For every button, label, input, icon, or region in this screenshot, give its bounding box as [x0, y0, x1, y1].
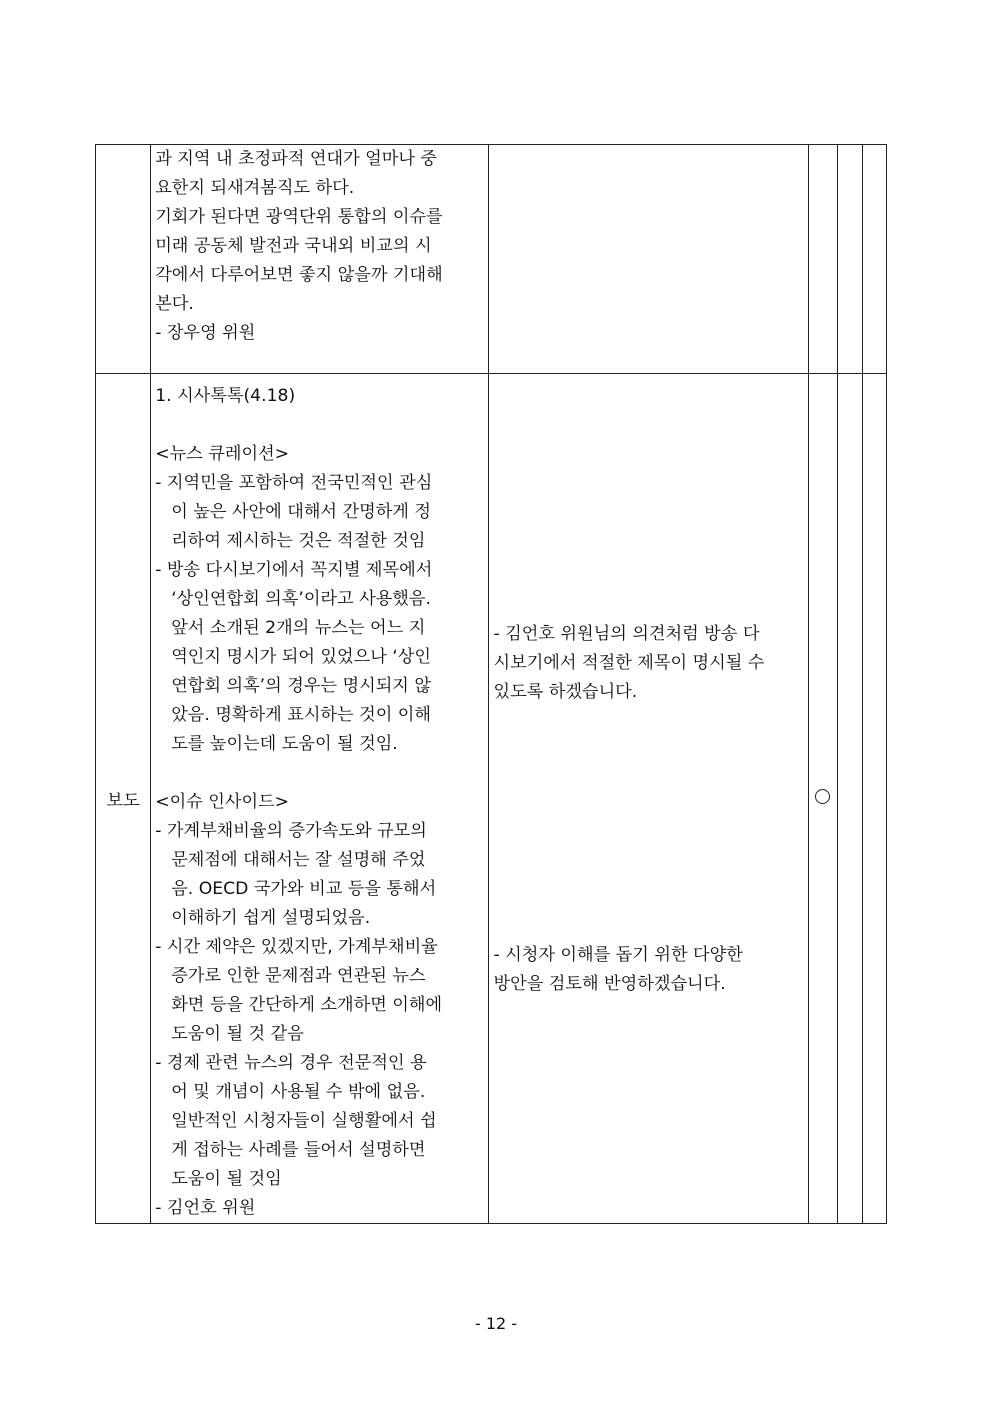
opinion-line: 일반적인 시청자들이 실행활에서 쉽	[171, 1111, 437, 1131]
opinion-line: 요한지 되새겨봄직도 하다.	[155, 178, 355, 198]
mark-cell	[808, 145, 837, 374]
extra-cell	[862, 374, 886, 1224]
response-cell	[489, 145, 808, 374]
extra-cell	[862, 145, 886, 374]
response-line: - 시청자 이해를 돕기 위한 다양한	[493, 945, 743, 965]
category-cell: 보도	[96, 374, 151, 1224]
blank-line	[155, 411, 486, 440]
opinion-line: 앞서 소개된 2개의 뉴스는 어느 지	[171, 618, 426, 638]
table-row	[96, 145, 887, 374]
opinion-line: <뉴스 큐레이션>	[155, 444, 290, 464]
table-row	[96, 374, 887, 1224]
blank-line	[155, 759, 486, 788]
opinion-cell	[151, 145, 489, 374]
opinion-line: 연합회 의혹’의 경우는 명시되지 않	[171, 676, 431, 696]
opinion-line: 리하여 제시하는 것은 적절한 것임	[171, 531, 426, 551]
opinion-line: - 지역민을 포함하여 전국민적인 관심	[155, 473, 433, 493]
opinion-line: <이슈 인사이드>	[155, 792, 290, 812]
opinion-line: 화면 등을 간단하게 소개하면 이해에	[171, 995, 443, 1015]
page-number: - 12 -	[474, 1314, 518, 1333]
opinion-line: 문제점에 대해서는 잘 설명해 주었	[171, 850, 426, 870]
opinion-line: 역인지 명시가 되어 있었으나 ‘상인	[171, 647, 431, 667]
extra-cell	[837, 145, 862, 374]
review-table	[95, 144, 887, 1224]
opinion-line: ‘상인연합회 의혹’이라고 사용했음.	[171, 589, 431, 609]
category-cell	[96, 145, 151, 374]
opinion-line: - 장우영 위원	[155, 323, 256, 343]
mark-cell	[808, 374, 837, 1224]
opinion-line: 미래 공동체 발전과 국내외 비교의 시	[155, 236, 432, 256]
opinion-line: 1. 시사톡톡(4.18)	[155, 386, 296, 406]
opinion-line: 어 및 개념이 사용될 수 밖에 없음.	[171, 1082, 426, 1102]
opinion-line: 게 접하는 사례를 들어서 설명하면	[171, 1140, 426, 1160]
opinion-cell	[151, 374, 489, 1224]
opinion-line: - 가계부채비율의 증가속도와 규모의	[155, 821, 427, 841]
opinion-line: 이 높은 사안에 대해서 간명하게 정	[171, 502, 431, 522]
opinion-line: - 시간 제약은 있겠지만, 가계부채비율	[155, 937, 438, 957]
opinion-line: 기회가 된다면 광역단위 통합의 이슈를	[155, 207, 443, 227]
opinion-line: 음. OECD 국가와 비교 등을 통해서	[171, 879, 437, 899]
opinion-line: 이해하기 쉽게 설명되었음.	[171, 908, 371, 928]
response-line: 방안을 검토해 반영하겠습니다.	[493, 974, 726, 994]
opinion-line: 본다.	[155, 294, 194, 314]
opinion-line: 도를 높이는데 도움이 될 것임.	[171, 734, 398, 754]
response-block	[493, 941, 805, 999]
opinion-line: 과 지역 내 초정파적 연대가 얼마나 중	[155, 149, 438, 169]
extra-cell	[837, 374, 862, 1224]
opinion-line: 았음. 명확하게 표시하는 것이 이해	[171, 705, 431, 725]
circle-mark-icon	[815, 789, 830, 804]
opinion-line: 각에서 다루어보면 좋지 않을까 기대해	[155, 265, 443, 285]
response-block	[493, 620, 805, 707]
opinion-line: - 김언호 위원	[155, 1198, 256, 1218]
response-line: 있도록 하겠습니다.	[493, 682, 638, 702]
opinion-line: 증가로 인한 문제점과 연관된 뉴스	[171, 966, 426, 986]
opinion-line: - 방송 다시보기에서 꼭지별 제목에서	[155, 560, 433, 580]
response-cell	[489, 374, 808, 1224]
response-line: 시보기에서 적절한 제목이 명시될 수	[493, 653, 765, 673]
opinion-line: 도움이 될 것임	[171, 1169, 282, 1189]
opinion-line: - 경제 관련 뉴스의 경우 전문적인 용	[155, 1053, 427, 1073]
response-line: - 김언호 위원님의 의견처럼 방송 다	[493, 624, 760, 644]
opinion-line: 도움이 될 것 같음	[171, 1024, 304, 1044]
